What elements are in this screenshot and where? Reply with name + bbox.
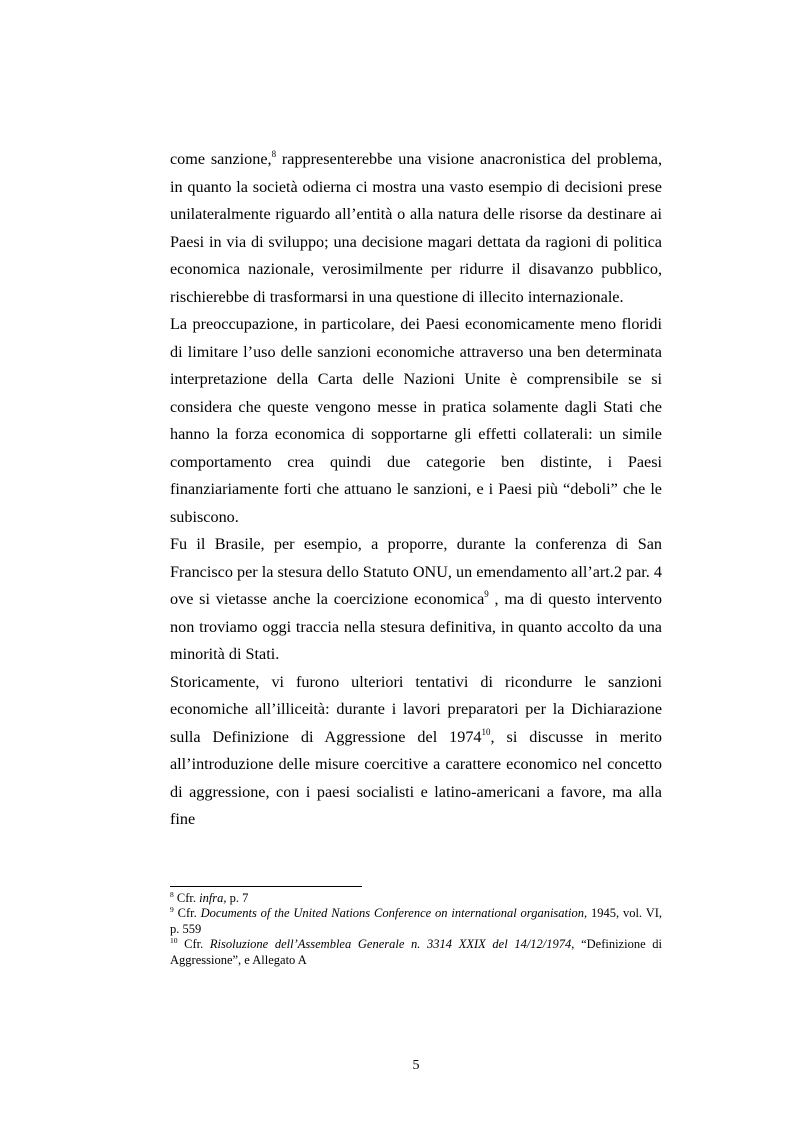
footnote-ref-9: 9 <box>484 589 489 599</box>
paragraph-1 <box>170 146 662 311</box>
footnote-suffix: , “Definizione di Aggressione”, e Allegato A <box>170 937 662 967</box>
paragraph-3 <box>170 531 662 669</box>
footnote-prefix: Cfr. <box>173 906 201 921</box>
footnote-suffix: 1945, vol. VI, p. 559 <box>170 906 663 936</box>
page-number: 5 <box>412 1058 420 1073</box>
footnote-italic: Risoluzione dell’Assemblea Generale n. 3314 XXIX del 14/12/1974 <box>209 937 572 952</box>
paragraph-4-start: Storicamente, vi furono ulteriori tentativi di ricondurre le sanzioni economiche all’illiceità: durante i lavori preparatori per la Dichiarazione sulla Definizione di Aggressione del 1974 <box>170 672 662 746</box>
footnote-ref-8: 8 <box>271 149 277 159</box>
footnote-suffix: p. 7 <box>226 891 249 905</box>
main-text <box>170 146 662 834</box>
footnote-prefix: Cfr. <box>177 937 210 952</box>
footnote-italic: infra, <box>199 891 227 905</box>
footnotes <box>170 891 662 968</box>
footnote-separator <box>170 886 362 887</box>
paragraph-4 <box>170 669 662 834</box>
footnote-italic: Documents of the United Nations Conference on international organisation, <box>200 906 588 921</box>
paragraph-4-end: , si discusse in merito all’introduzione delle misure coercitive a carattere economico nel concetto di aggressione, con i paesi socialisti e latino-americani a favore, ma alla fine <box>170 727 662 828</box>
footnote-9 <box>170 906 662 937</box>
footnote-number: 8 <box>170 890 174 899</box>
footnote-8 <box>170 891 662 906</box>
paragraph-3-start: Fu il Brasile, per esempio, a proporre, durante la conferenza di San Francisco per la stesura dello Statuto ONU, un emendamento all’art.2 par. 4 ove si vietasse anche la coercizione economica <box>170 535 662 608</box>
paragraph-2: La preoccupazione, in particolare, dei Paesi economicamente meno floridi di limitare l’uso delle sanzioni economiche attraverso una ben determinata interpretazione della Carta delle Nazioni Unite è comprensibile se si considera che queste vengono messe in pratica solamente dagli Stati che hanno la forza economica di sopportarne gli effetti collaterali: un simile comportamento crea quindi due categorie ben distinte, i Paesi finanziariamente forti che attuano le sanzioni, e i Paesi più “deboli” che le subiscono. <box>170 315 662 526</box>
footnote-number: 9 <box>170 905 174 915</box>
paragraph-1-end: rappresenterebbe una visione anacronistica del problema, in quanto la società odierna ci mostra una vasto esempio di decisioni prese unilateralmente riguardo all’entità o alla natura delle risorse da destinare ai Paesi in via di sviluppo; una decisione magari dettata da ragioni di politica economica nazionale, verosimilmente per ridurre il disavanzo pubblico, rischierebbe di trasformarsi in una questione di illecito internazionale. <box>170 150 662 306</box>
paragraph-3-end: , ma di questo intervento non troviamo oggi traccia nella stesura definitiva, in quanto accolto da una minorità di Stati. <box>170 590 662 663</box>
paragraph-1-start: come sanzione, <box>170 150 272 168</box>
footnote-number: 10 <box>170 936 178 946</box>
footnote-10 <box>170 937 662 968</box>
footnote-ref-10: 10 <box>481 726 491 737</box>
footnote-prefix: Cfr. <box>173 891 200 905</box>
